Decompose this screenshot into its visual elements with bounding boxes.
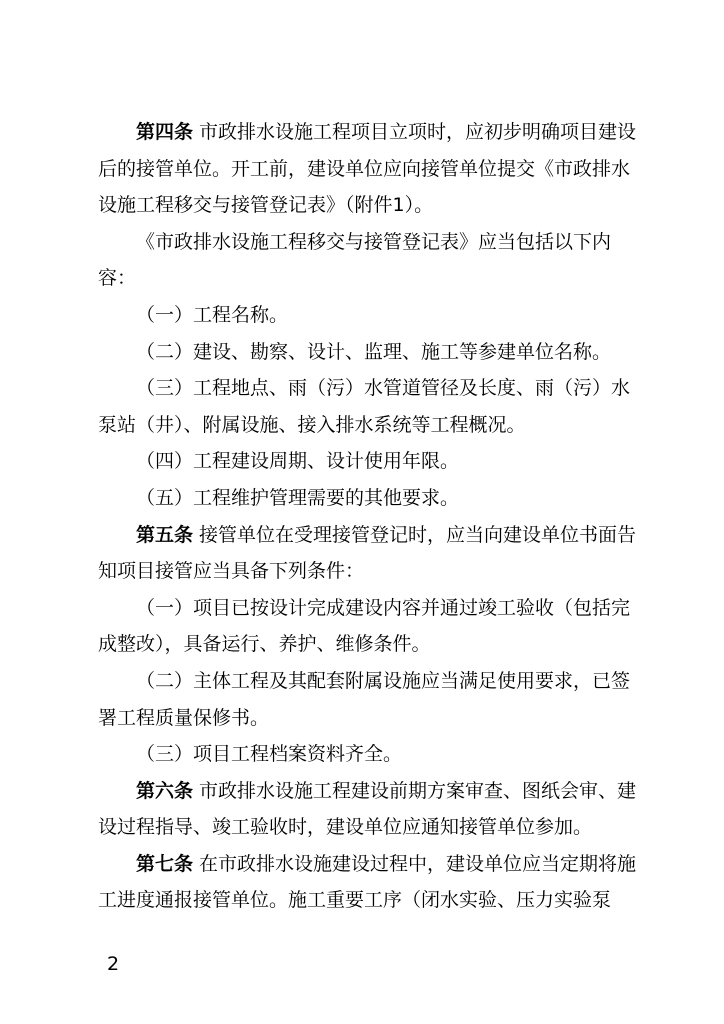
article-heading: 第四条 <box>136 121 194 143</box>
paragraph-text: 在市政排水设施建设过程中，建设单位应当定期将施工进度通报接管单位。施工重要工序（闭水实验、压力实验泵 <box>98 852 637 912</box>
article-heading: 第五条 <box>136 523 194 546</box>
paragraph-text: （一）工程名称。 <box>136 303 289 326</box>
list-item-3 <box>98 370 646 443</box>
paragraph-article-5 <box>98 517 646 590</box>
condition-item-3 <box>98 736 646 773</box>
paragraph-text: （三）工程地点、雨（污）水管道管径及长度、雨（污）水泵站（井）、附属设施、接入排水系统等工程概况。 <box>98 377 631 436</box>
paragraph-text: 市政排水设施工程项目立项时，应初步明确项目建设后的接管单位。开工前，建设单位应向接管单位提交《市政排水设施工程移交与接管登记表》（附件1）。 <box>98 121 637 217</box>
document-body <box>98 114 646 919</box>
list-item-5 <box>98 480 646 517</box>
paragraph-article-4 <box>98 114 646 224</box>
condition-item-2 <box>98 663 646 736</box>
paragraph-text: （二）主体工程及其配套附属设施应当满足使用要求，已签署工程质量保修书。 <box>98 669 631 729</box>
paragraph-text: （四）工程建设周期、设计使用年限。 <box>136 450 460 473</box>
article-heading: 第七条 <box>136 852 194 875</box>
paragraph-text: （一）项目已按设计完成建设内容并通过竣工验收（包括完成整改），具备运行、养护、维修条件。 <box>98 596 631 656</box>
paragraph-article-6 <box>98 773 646 846</box>
list-item-4 <box>98 443 646 480</box>
list-item-2 <box>98 334 646 371</box>
list-item-1 <box>98 297 646 334</box>
paragraph-article-7 <box>98 846 646 919</box>
paragraph-text: （五）工程维护管理需要的其他要求。 <box>136 486 460 509</box>
paragraph-text: 接管单位在受理接管登记时，应当向建设单位书面告知项目接管应当具备下列条件： <box>98 523 637 583</box>
paragraph-text: （二）建设、勘察、设计、监理、施工等参建单位名称。 <box>136 340 612 363</box>
paragraph-text: 市政排水设施工程建设前期方案审查、图纸会审、建设过程指导、竣工验收时，建设单位应通知接管单位参加。 <box>98 779 637 839</box>
page-number: 2 <box>107 953 120 975</box>
paragraph-form-contents <box>98 224 646 297</box>
article-heading: 第六条 <box>136 779 194 802</box>
paragraph-text: 《市政排水设施工程移交与接管登记表》应当包括以下内容： <box>98 230 612 290</box>
paragraph-text: （三）项目工程档案资料齐全。 <box>136 743 403 766</box>
condition-item-1 <box>98 590 646 663</box>
